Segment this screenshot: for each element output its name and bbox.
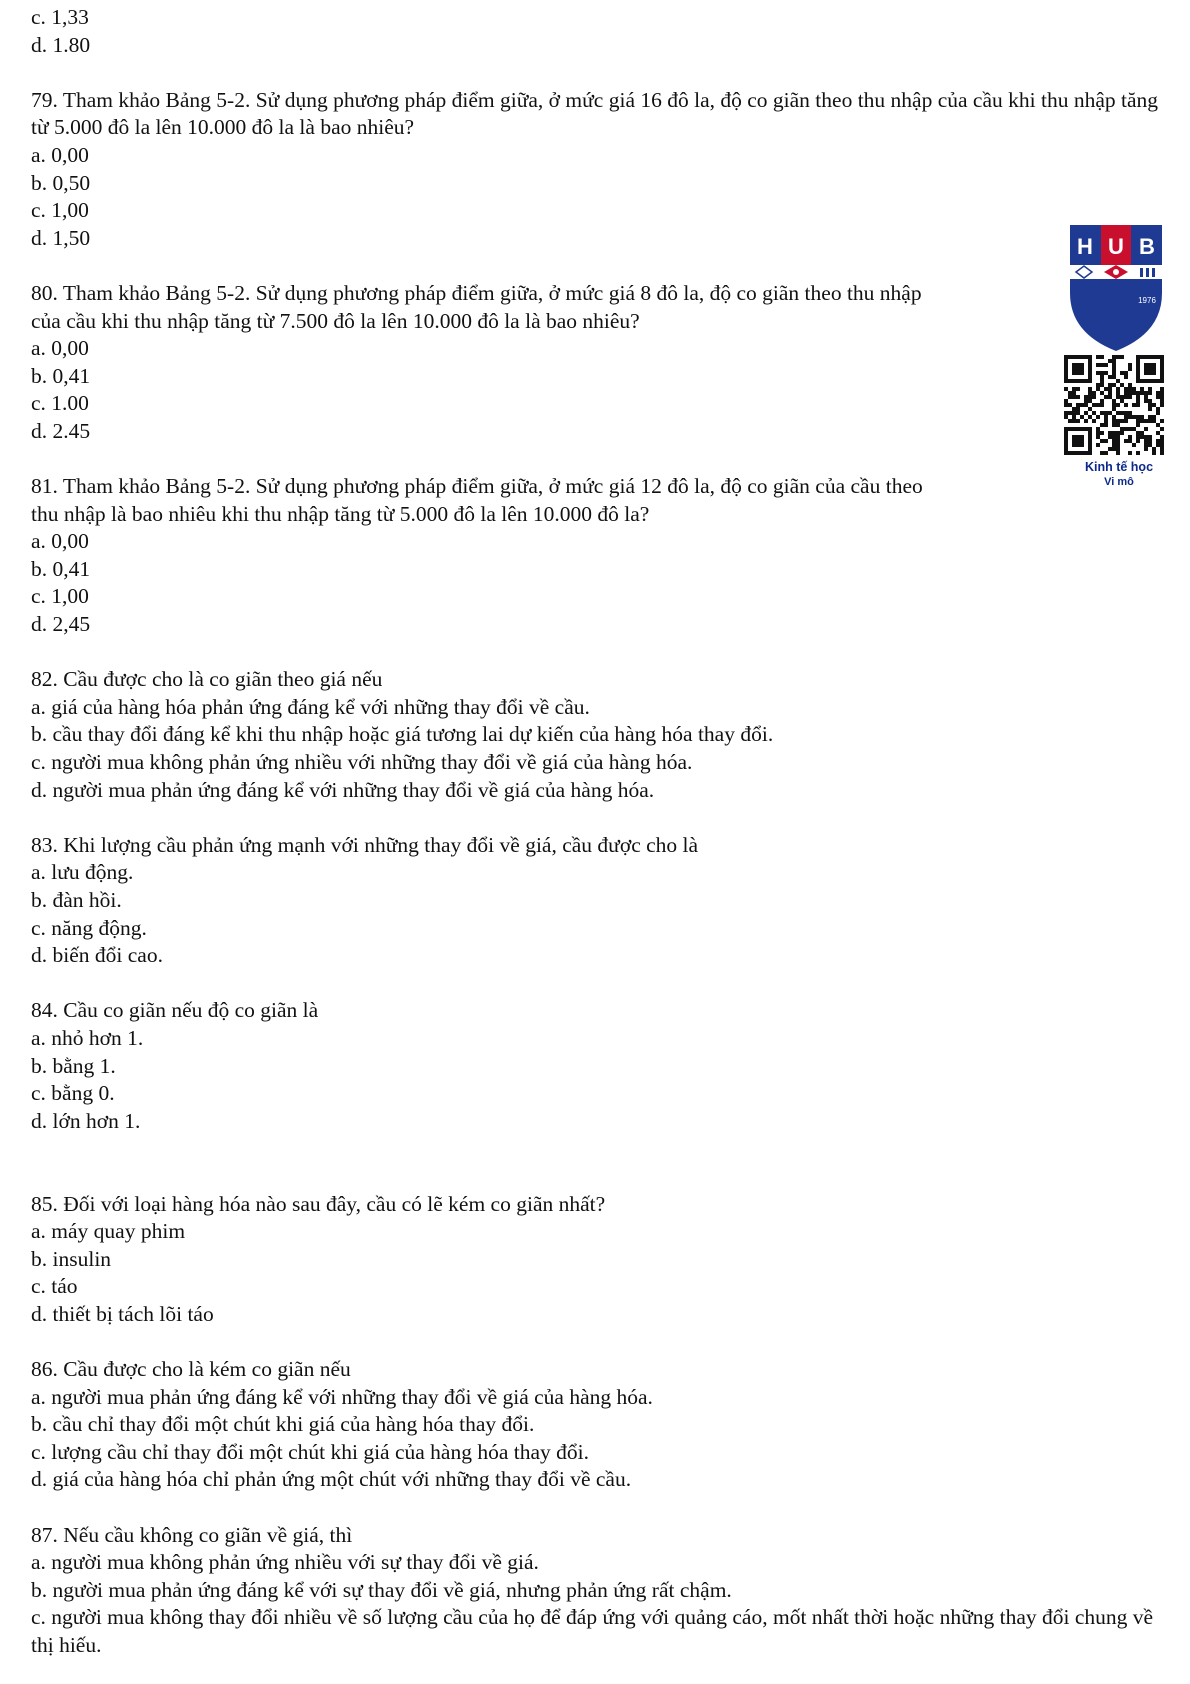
question-87 — [31, 1522, 1161, 1660]
caption-line-1: Kinh tế học — [1084, 460, 1154, 474]
option-a: a. 0,00 — [31, 142, 89, 167]
question-83 — [31, 832, 1161, 970]
question-stem-line-1: 80. Tham khảo Bảng 5-2. Sử dụng phương pháp điểm giữa, ở mức giá 8 đô la, độ co giãn theo thu nhập — [31, 280, 922, 305]
option-c: c. lượng cầu chỉ thay đổi một chút khi giá của hàng hóa thay đổi. — [31, 1439, 589, 1464]
option-b: b. 0,50 — [31, 170, 91, 195]
option-b: b. insulin — [31, 1246, 112, 1271]
question-stem: 82. Cầu được cho là co giãn theo giá nếu — [31, 667, 383, 692]
option-c: c. năng động. — [31, 915, 147, 940]
question-stem: 79. Tham khảo Bảng 5-2. Sử dụng phương pháp điểm giữa, ở mức giá 16 đô la, độ co giãn theo thu nhập của cầu khi thu nhập tăng từ 5.000 đô la lên 10.000 đô la là bao nhiêu? — [31, 87, 1159, 140]
question-stem: 85. Đối với loại hàng hóa nào sau đây, cầu có lẽ kém co giãn nhất? — [31, 1191, 606, 1216]
option-d: d. biến đổi cao. — [31, 943, 163, 968]
logo-year: 1976 — [1138, 296, 1156, 305]
option-c: c. táo — [31, 1274, 78, 1299]
hub-logo — [1066, 223, 1166, 358]
option-d: d. 2.45 — [31, 418, 91, 443]
option-c-prev: c. 1,33 — [31, 5, 89, 29]
option-a: a. người mua không phản ứng nhiều với sự thay đổi về giá. — [31, 1550, 539, 1575]
question-81 — [31, 473, 1161, 639]
question-86 — [31, 1356, 1161, 1494]
question-82 — [31, 666, 1161, 804]
caption-line-2: Vi mô — [1104, 476, 1134, 488]
option-a: a. 0,00 — [31, 336, 89, 361]
option-c: c. 1,00 — [31, 198, 89, 223]
question-stem-line-2: của cầu khi thu nhập tăng từ 7.500 đô la lên 10.000 đô la là bao nhiêu? — [31, 308, 640, 333]
question-stem-line-2: thu nhập là bao nhiêu khi thu nhập tăng từ 5.000 đô la lên 10.000 đô la? — [31, 501, 650, 526]
option-d: d. giá của hàng hóa chỉ phản ứng một chút với những thay đổi về cầu. — [31, 1467, 632, 1492]
option-b: b. cầu thay đổi đáng kể khi thu nhập hoặc giá tương lai dự kiến của hàng hóa thay đổi. — [31, 722, 774, 747]
question-80 — [31, 280, 1161, 446]
qr-code-icon — [1064, 355, 1164, 460]
question-79 — [31, 87, 1161, 253]
hub-shield-icon — [1066, 223, 1166, 353]
option-b: b. 0,41 — [31, 556, 91, 581]
option-d: d. thiết bị tách lõi táo — [31, 1301, 214, 1326]
question-85 — [31, 1191, 1161, 1329]
option-a: a. máy quay phim — [31, 1219, 186, 1244]
option-c: c. người mua không phản ứng nhiều với những thay đổi về giá của hàng hóa. — [31, 750, 693, 775]
option-d: d. 2,45 — [31, 612, 91, 637]
logo-caption — [1078, 460, 1160, 489]
option-d: d. người mua phản ứng đáng kể với những thay đổi về giá của hàng hóa. — [31, 777, 655, 802]
question-stem-line-1: 81. Tham khảo Bảng 5-2. Sử dụng phương pháp điểm giữa, ở mức giá 12 đô la, độ co giãn của cầu theo — [31, 474, 923, 499]
option-a: a. nhỏ hơn 1. — [31, 1025, 144, 1050]
question-84 — [31, 997, 1161, 1135]
logo-letter-b: B — [1139, 234, 1155, 259]
option-c: c. bằng 0. — [31, 1081, 115, 1106]
option-a: a. người mua phản ứng đáng kể với những thay đổi về giá của hàng hóa. — [31, 1384, 653, 1409]
question-stem: 84. Cầu co giãn nếu độ co giãn là — [31, 998, 319, 1023]
option-a: a. lưu động. — [31, 860, 134, 885]
document-page — [31, 4, 1161, 1660]
option-d-prev: d. 1.80 — [31, 32, 91, 57]
option-b: b. đàn hồi. — [31, 888, 122, 912]
logo-letter-u: U — [1108, 234, 1124, 259]
option-a: a. giá của hàng hóa phản ứng đáng kể với những thay đổi về cầu. — [31, 694, 590, 719]
option-c: c. người mua không thay đổi nhiều về số lượng cầu của họ để đáp ứng với quảng cáo, mốt nhất thời hoặc những thay đổi chung về thị hiếu. — [31, 1605, 1154, 1658]
option-b: b. 0,41 — [31, 363, 91, 388]
option-d: d. 1,50 — [31, 225, 91, 250]
option-b: b. cầu chỉ thay đổi một chút khi giá của hàng hóa thay đổi. — [31, 1412, 535, 1437]
question-stem: 83. Khi lượng cầu phản ứng mạnh với những thay đổi về giá, cầu được cho là — [31, 832, 699, 857]
option-d: d. lớn hơn 1. — [31, 1108, 141, 1133]
logo-letter-h: H — [1077, 234, 1093, 259]
option-c: c. 1.00 — [31, 391, 89, 416]
option-b: b. bằng 1. — [31, 1053, 116, 1078]
question-stem: 86. Cầu được cho là kém co giãn nếu — [31, 1357, 351, 1382]
option-a: a. 0,00 — [31, 529, 89, 554]
option-b: b. người mua phản ứng đáng kể với sự thay đổi về giá, nhưng phản ứng rất chậm. — [31, 1577, 732, 1602]
question-stem: 87. Nếu cầu không co giãn về giá, thì — [31, 1522, 353, 1547]
option-c: c. 1,00 — [31, 584, 89, 609]
